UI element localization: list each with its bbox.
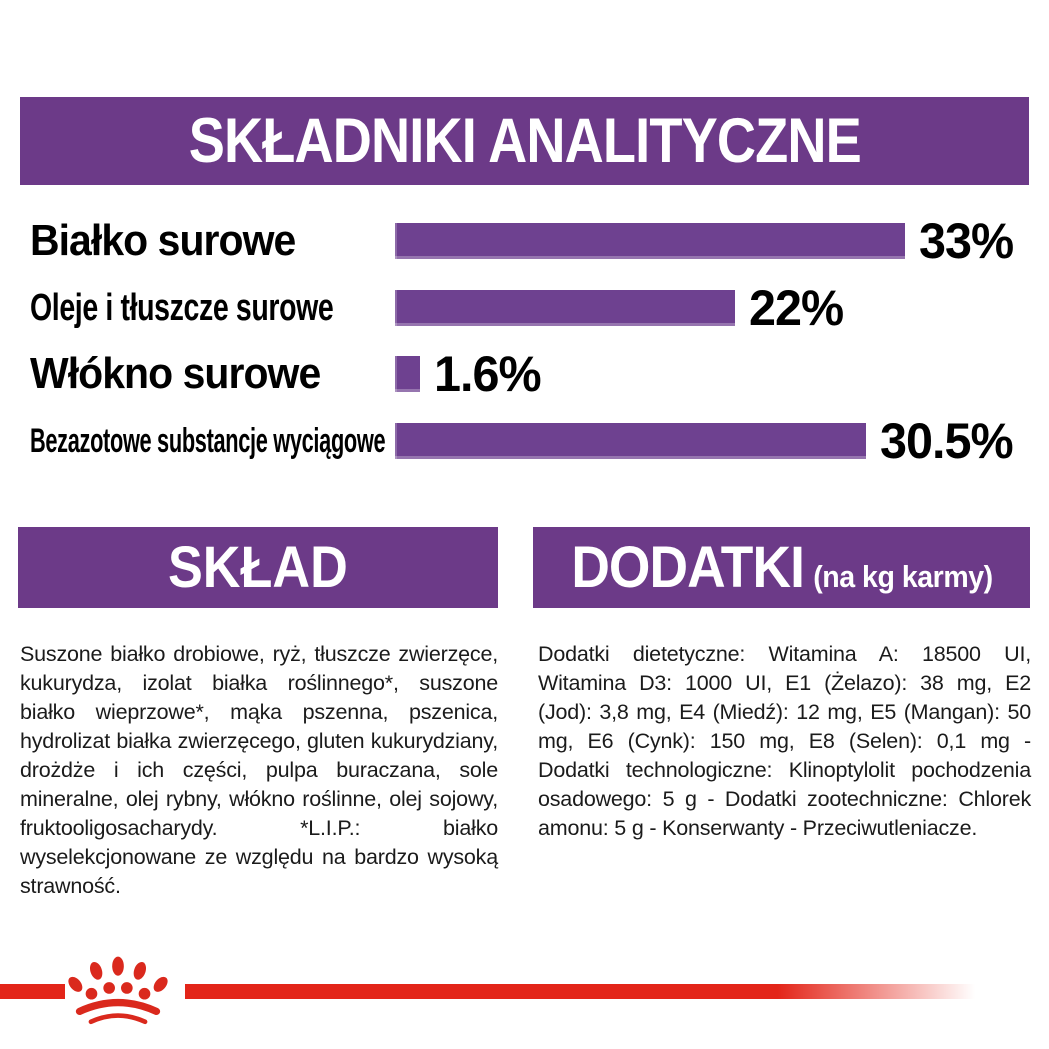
- chart-row-bialko-surowe: [0, 213, 1049, 269]
- additives-subtitle: (na kg karmy): [812, 559, 993, 594]
- bar-group: [395, 413, 1017, 469]
- bar-label: Włókno surowe: [30, 349, 321, 398]
- composition-text: Suszone białko drobiowe, ryż, tłuszcze zwierzęce, kukurydza, izolat białka roślinnego*, suszone białko wieprzowe*, mąka pszenna, pszenica, hydrolizat białka zwierzęcego, gluten kukurydziany, drożdże i ich części, pulpa buraczana, sole mineralne, olej rybny, włókno roślinne, olej sojowy, fruktooligosacharydy. *L.I.P.: białko wyselekcjonowane ze względu na bardzo wysoką strawność.: [20, 641, 498, 898]
- bar-group: [395, 346, 544, 402]
- composition-header: [18, 527, 498, 608]
- additives-text: Dodatki dietetyczne: Witamina A: 18500 UI, Witamina D3: 1000 UI, E1 (Żelazo): 38 mg, E2 (Jod): 3,8 mg, E4 (Miedź): 12 mg, E5 (Mangan): 50 mg, E6 (Cynk): 150 mg, E8 (Selen): 0,1 mg - Dodatki technologiczne: Klinoptylolit pochodzenia osadowego: 5 g - Dodatki zootechniczne: Chlorek amonu: 5 g - Konserwanty - Przeciwutleniacze.: [538, 641, 1031, 840]
- composition-title: SKŁAD: [168, 535, 348, 600]
- chart-row-oleje-tluszcze: [0, 280, 1049, 336]
- bar-value: 30.5%: [880, 413, 1013, 469]
- additives-title: DODATKI: [570, 535, 804, 600]
- footer-divider-right: [185, 984, 975, 999]
- bar-value: 1.6%: [434, 346, 541, 402]
- bar: [395, 423, 866, 459]
- bar-group: [395, 213, 1016, 269]
- bar-label: Oleje i tłuszcze surowe: [30, 286, 334, 329]
- footer-divider-left: [0, 984, 65, 999]
- bar-value: 22%: [749, 280, 844, 336]
- bar-label: Białko surowe: [30, 216, 296, 265]
- analytical-components-header: [20, 97, 1029, 185]
- bar: [395, 290, 735, 326]
- additives-header: [533, 527, 1030, 608]
- royal-canin-crown-logo: [66, 952, 170, 1025]
- chart-row-bezazotowe: [0, 413, 1049, 469]
- bar: [395, 223, 905, 259]
- additives-title-line: [571, 534, 992, 601]
- page-title: SKŁADNIKI ANALITYCZNE: [188, 106, 861, 176]
- bar-value: 33%: [919, 213, 1014, 269]
- bar: [395, 356, 420, 392]
- bar-label: Bezazotowe substancje wyciągowe: [30, 421, 386, 460]
- chart-row-wlokno-surowe: [0, 346, 1049, 402]
- bar-group: [395, 280, 846, 336]
